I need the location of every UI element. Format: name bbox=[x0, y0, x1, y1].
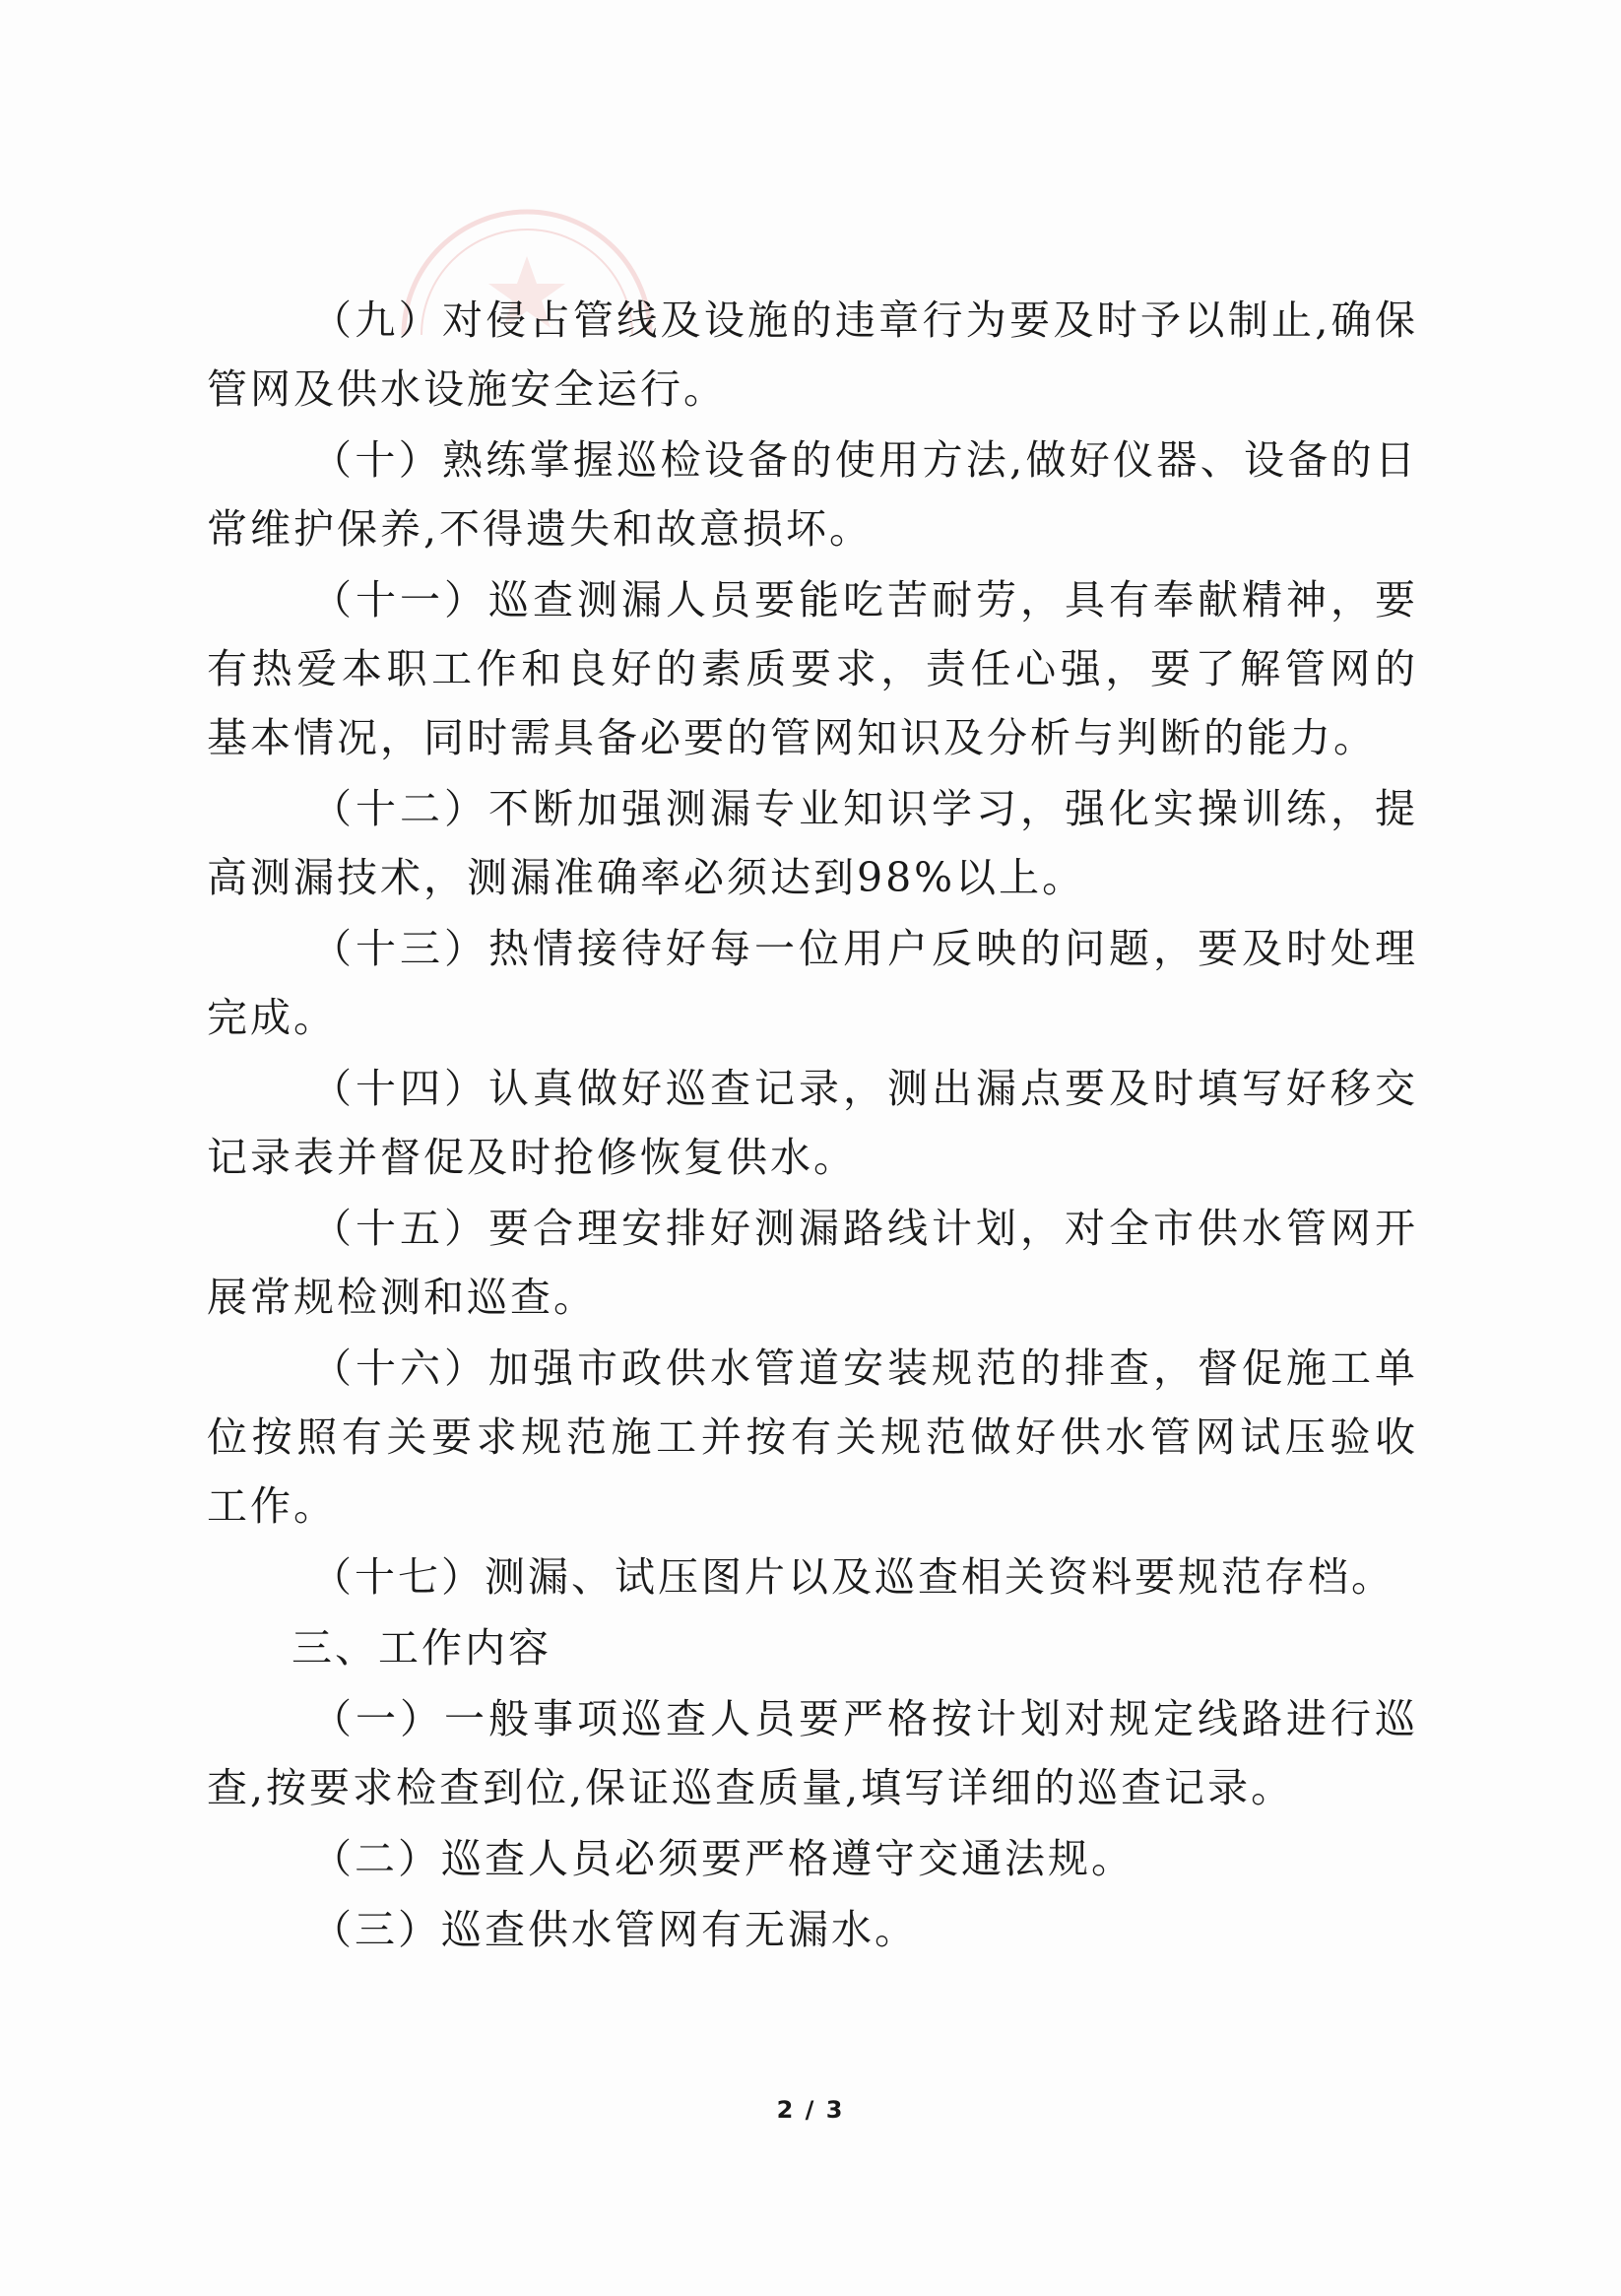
section-paragraph-3: （三）巡查供水管网有无漏水。 bbox=[311, 1906, 918, 1953]
paragraph-15: （十五）要合理安排好测漏路线计划，对全市供水管网开展常规检测和巡查。 bbox=[207, 1205, 1418, 1321]
paragraph-11: （十一）巡查测漏人员要能吃苦耐劳，具有奉献精神，要有热爱本职工作和良好的素质要求，责任心强，要了解管网的基本情况，同时需具备必要的管网知识及分析与判断的能力。 bbox=[207, 576, 1418, 761]
paragraph-12: （十二）不断加强测漏专业知识学习，强化实操训练，提高测漏技术，测漏准确率必须达到98%以上。 bbox=[207, 785, 1418, 901]
paragraph-10: （十）熟练掌握巡检设备的使用方法,做好仪器、设备的日常维护保养,不得遗失和故意损坏。 bbox=[207, 436, 1418, 553]
section-paragraph-1: （一）一般事项巡查人员要严格按计划对规定线路进行巡查,按要求检查到位,保证巡查质量,填写详细的巡查记录。 bbox=[207, 1695, 1418, 1811]
section-paragraph-2: （二）巡查人员必须要严格遵守交通法规。 bbox=[311, 1835, 1135, 1882]
paragraph-14: （十四）认真做好巡查记录，测出漏点要及时填写好移交记录表并督促及时抢修恢复供水。 bbox=[207, 1065, 1418, 1181]
page-number: 2 / 3 bbox=[776, 2096, 845, 2124]
paragraph-9: （九）对侵占管线及设施的违章行为要及时予以制止,确保管网及供水设施安全运行。 bbox=[207, 296, 1418, 413]
document-body bbox=[207, 286, 1418, 1966]
paragraph-16: （十六）加强市政供水管道安装规范的排查，督促施工单位按照有关要求规范施工并按有关规范做好供水管网试压验收工作。 bbox=[207, 1345, 1418, 1530]
section-heading: 三、工作内容 bbox=[292, 1624, 551, 1672]
paragraph-13: （十三）热情接待好每一位用户反映的问题，要及时处理完成。 bbox=[207, 925, 1418, 1041]
paragraph-17: （十七）测漏、试压图片以及巡查相关资料要规范存档。 bbox=[311, 1553, 1394, 1601]
